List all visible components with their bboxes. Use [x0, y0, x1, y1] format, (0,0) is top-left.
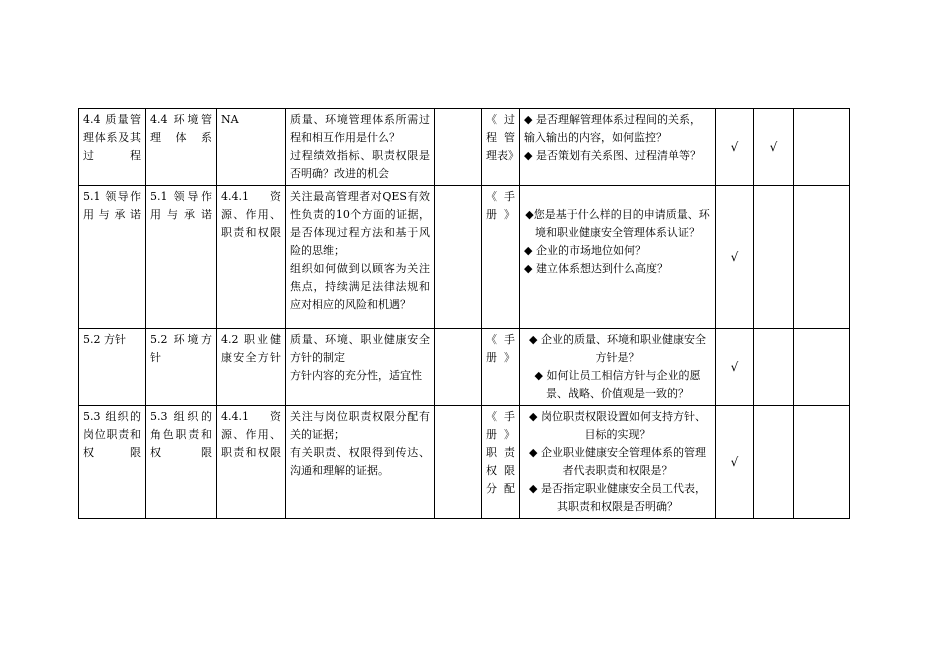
check-mark-cell	[754, 406, 794, 519]
check-mark-cell: √	[716, 109, 754, 186]
check-mark-cell: √	[716, 406, 754, 519]
dept-clause-cell: 5.1 领导作用与承诺	[146, 186, 217, 329]
clause-cell: 5.3 组织的岗位职责和权限	[79, 406, 146, 519]
dept-clause-cell: 5.3 组织的角色职责和权限	[146, 406, 217, 519]
audit-focus-cell	[286, 406, 435, 519]
audit-focus-cell	[286, 186, 435, 329]
clause-cell: 5.2 方针	[79, 329, 146, 406]
document-cell: 《过程管理表》	[482, 109, 520, 186]
check-mark-cell	[794, 186, 850, 329]
focus-text: 过程绩效指标、职责权限是否明确？改进的机会	[290, 149, 430, 180]
focus-text: 质量、环境管理体系所需过程和相互作用是什么？	[290, 113, 430, 144]
ref-clause-cell: 4.4.1 资源、作用、职责和权限	[217, 406, 286, 519]
empty-cell	[435, 109, 482, 186]
ref-clause-cell: 4.4.1 资源、作用、职责和权限	[217, 186, 286, 329]
audit-point: ◆ 是否策划有关系图、过程清单等？	[524, 149, 701, 162]
audit-checklist-table	[78, 108, 850, 519]
audit-point: ◆ 建立体系想达到什么高度？	[524, 262, 668, 275]
empty-cell	[435, 406, 482, 519]
check-mark-cell: √	[716, 329, 754, 406]
audit-points-cell	[520, 406, 716, 519]
table-row	[79, 329, 850, 406]
document-cell: 《手册》	[482, 329, 520, 406]
focus-text: 组织如何做到以顾客为关注焦点，持续满足法律法规和应对相应的风险和机遇？	[290, 262, 430, 311]
audit-point: ◆您是基于什么样的目的申请质量、环境和职业健康安全管理体系认证？	[525, 208, 710, 239]
clause-cell: 5.1 领导作用与承诺	[79, 186, 146, 329]
check-mark-cell	[794, 406, 850, 519]
ref-clause-cell: 4.2 职业健康安全方针	[217, 329, 286, 406]
audit-points-cell	[520, 109, 716, 186]
audit-focus-cell	[286, 329, 435, 406]
check-mark-cell	[794, 329, 850, 406]
dept-clause-cell: 5.2 环境方针	[146, 329, 217, 406]
audit-point: ◆ 如何让员工相信方针与企业的愿景、战略、价值观是一致的？	[534, 369, 701, 400]
check-mark-cell	[794, 109, 850, 186]
audit-point: ◆ 是否指定职业健康安全员工代表，其职责和权限是否明确？	[529, 482, 706, 513]
focus-text: 质量、环境、职业健康安全方针的制定	[290, 333, 430, 364]
focus-text: 方针内容的充分性，适宜性	[290, 369, 422, 382]
audit-points-cell	[520, 329, 716, 406]
focus-text: 关注最高管理者对QES有效性负责的10个方面的证据，是否体现过程方法和基于风险的思维；	[290, 190, 430, 257]
audit-point: ◆ 企业的市场地位如何？	[524, 244, 646, 257]
empty-cell	[435, 329, 482, 406]
table-row	[79, 186, 850, 329]
audit-point: ◆ 是否理解管理体系过程间的关系，输入输出的内容，如何监控？	[524, 113, 701, 144]
audit-point: ◆ 企业职业健康安全管理体系的管理者代表职责和权限是？	[529, 446, 706, 477]
document-cell: 《手册》职责权限分配	[482, 406, 520, 519]
focus-text: 有关职责、权限得到传达、沟通和理解的证据。	[290, 446, 430, 477]
check-mark-cell	[754, 329, 794, 406]
ref-clause-cell: NA	[217, 109, 286, 186]
focus-text: 关注与岗位职责权限分配有关的证据；	[290, 410, 430, 441]
audit-point: ◆ 企业的质量、环境和职业健康安全方针是？	[529, 333, 706, 364]
document-cell: 《手册》	[482, 186, 520, 329]
empty-cell	[435, 186, 482, 329]
table-row	[79, 109, 850, 186]
check-mark-cell: √	[716, 186, 754, 329]
clause-cell: 4.4 质量管理体系及其过程	[79, 109, 146, 186]
audit-focus-cell	[286, 109, 435, 186]
dept-clause-cell: 4.4 环境管理体系	[146, 109, 217, 186]
table-row	[79, 406, 850, 519]
audit-point: ◆ 岗位职责权限设置如何支持方针、目标的实现？	[529, 410, 706, 441]
audit-points-cell	[520, 186, 716, 329]
check-mark-cell	[754, 186, 794, 329]
check-mark-cell: √	[754, 109, 794, 186]
